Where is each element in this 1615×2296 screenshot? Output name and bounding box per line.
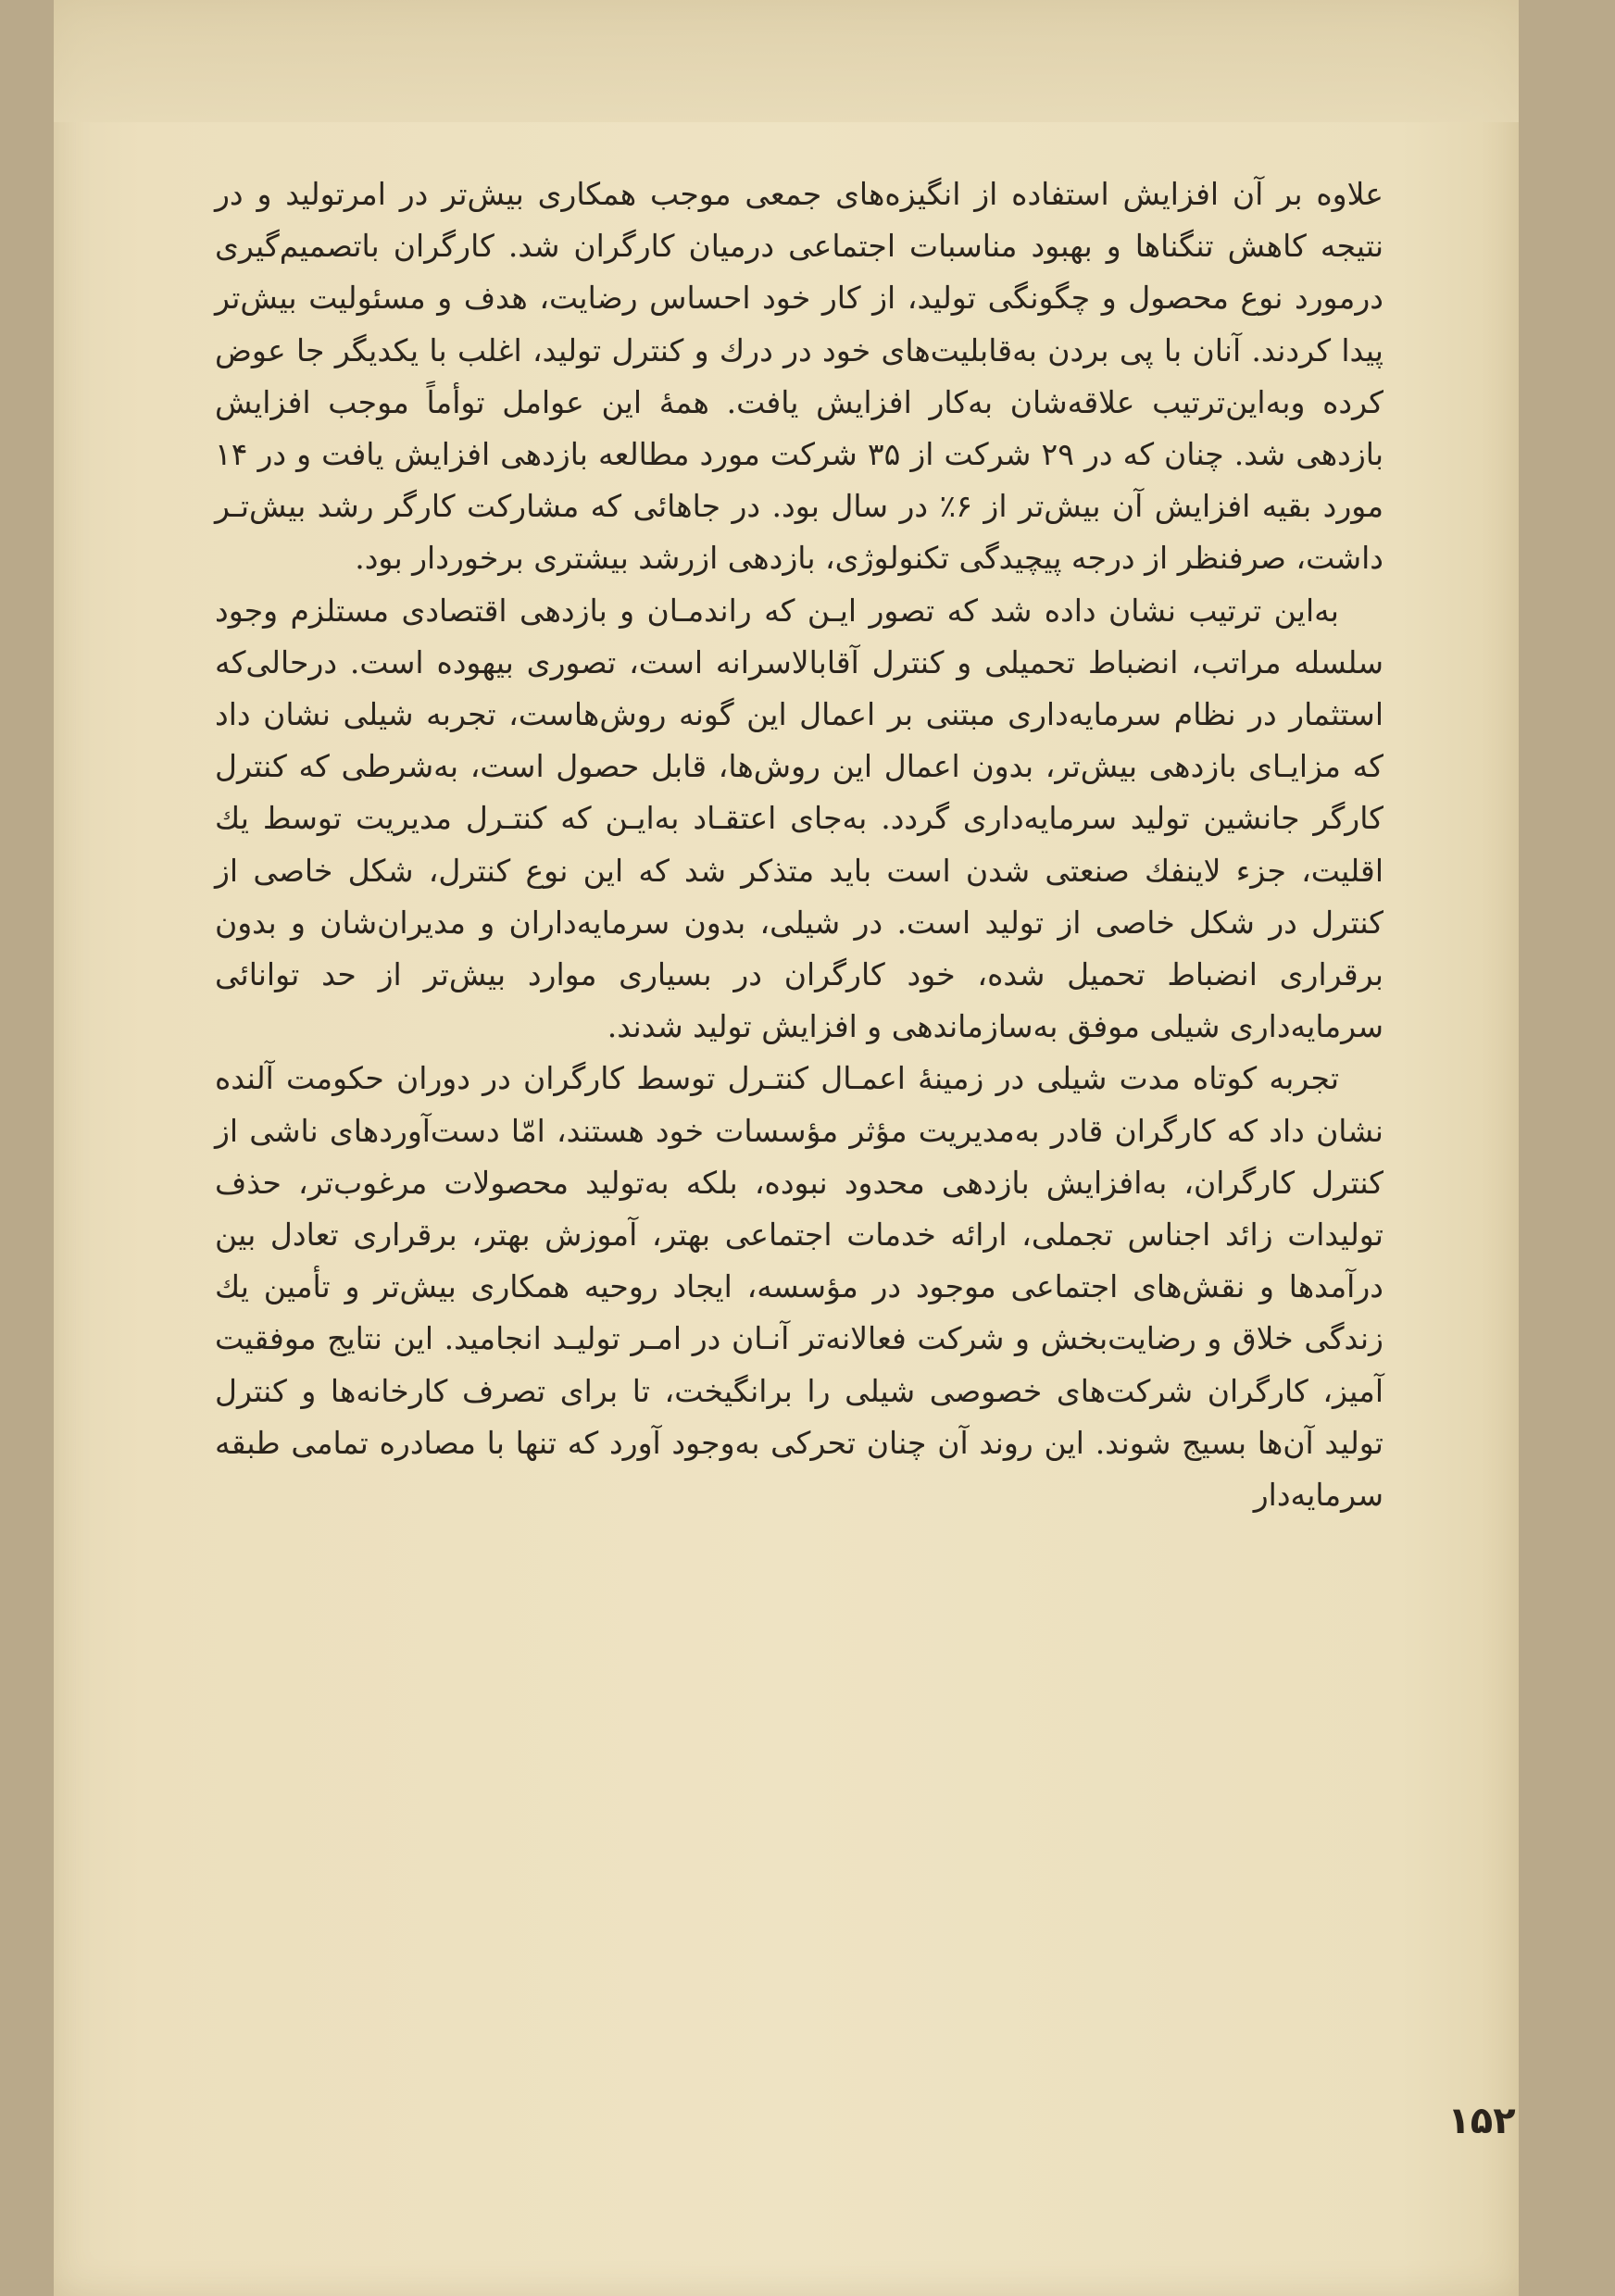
- body-text: [215, 168, 1383, 1521]
- page-number: ۱۵۲: [1447, 2100, 1516, 2142]
- paragraph-1: علاوه بر آن افزایش استفاده از انگیزه‌های جمعی موجب همکاری بیش‌تر در امرتولید و در نتیجه کاهش تنگناها و بهبود مناسبات اجتماعی درمیان کارگران شد. کارگران باتصمیم‌گیری درمورد نوع محصول و چگونگی تولید، از کار خود احساس رضایت، هدف و مسئولیت بیش‌تر پیدا کردند. آنان با پی بردن به‌قابلیت‌های خود در درك و کنترل تولید، اغلب با یکدیگر جا عوض کرده وبه‌این‌ترتیب علاقه‌شان به‌کار افزایش یافت. همهٔ این عوامل توأماً موجب افزایش بازدهی شد. چنان که در ۲۹ شرکت از ۳۵ شرکت مورد مطالعه بازدهی افزایش یافت و در ۱۴ مورد بقیه افزایش آن بیش‌تر از ۶٪ در سال بود. در جاهائی که مشارکت کارگر رشد بیش‌تـر داشت، صرفنظر از درجه پیچیدگی تکنولوژی، بازدهی ازرشد بیشتری برخوردار بود.: [215, 176, 1384, 577]
- page-top-edge: [54, 0, 1519, 122]
- paragraph-2: به‌این ترتیب نشان داده شد که تصور ایـن که راندمـان و بازدهی اقتصادی مستلزم وجود سلسله مراتب، انضباط تحمیلی و کنترل آقابالاسرانه است، تصوری بیهوده است. درحالی‌که استثمار در نظام سرمایه‌داری مبتنی بر اعمال این گونه روش‌هاست، تجربه شیلی نشان داد که مزایـای بازدهی بیش‌تر، بدون اعمال این روش‌ها، قابل حصول است، به‌شرطی که کنترل کارگر جانشین تولید سرمایه‌داری گردد. به‌جای اعتقـاد به‌ایـن که کنتـرل مدیریت توسط یك اقلیت، جزء لاینفك صنعتی شدن است باید متذکر شد که این نوع کنترل، شکل خاصی از کنترل در شکل خاصی از تولید است. در شیلی، بدون سرمایه‌داران و مدیران‌شان و بدون برقراری انضباط تحمیل شده، خود کارگران در بسیاری موارد بیش‌تر از حد توانائی سرمایه‌داری شیلی موفق به‌سازماندهی و افزایش تولید شدند.: [215, 592, 1383, 1045]
- paragraph-3: تجربه کوتاه مدت شیلی در زمینهٔ اعمـال کنتـرل توسط کارگران در دوران حکومت آلنده نشان داد که کارگران قادر به‌مدیریت مؤثر مؤسسات خود هستند، امّا دست‌آوردهای ناشی از کنترل کارگران، به‌افزایش بازدهی محدود نبوده، بلکه به‌تولید محصولات مرغوب‌تر، حذف تولیدات زائد اجناس تجملی، ارائه خدمات اجتماعی بهتر، آموزش بهتر، برقراری تعادل بین درآمدها و نقش‌های اجتماعی موجود در مؤسسه، ایجاد روحیه همکاری بیش‌تر و تأمین یك زندگی خلاق و رضایت‌بخش و شرکت فعالانه‌تر آنـان در امـر تولیـد انجامید. این نتایج موفقیت آمیز، کارگران شرکت‌های خصوصی شیلی را برانگیخت، تا برای تصرف کارخانه‌ها و کنترل تولید آن‌ها بسیج شوند. این روند آن چنان تحرکی به‌وجود آورد که تنها با مصادره تمامی طبقه سرمایه‌دار: [215, 1060, 1383, 1514]
